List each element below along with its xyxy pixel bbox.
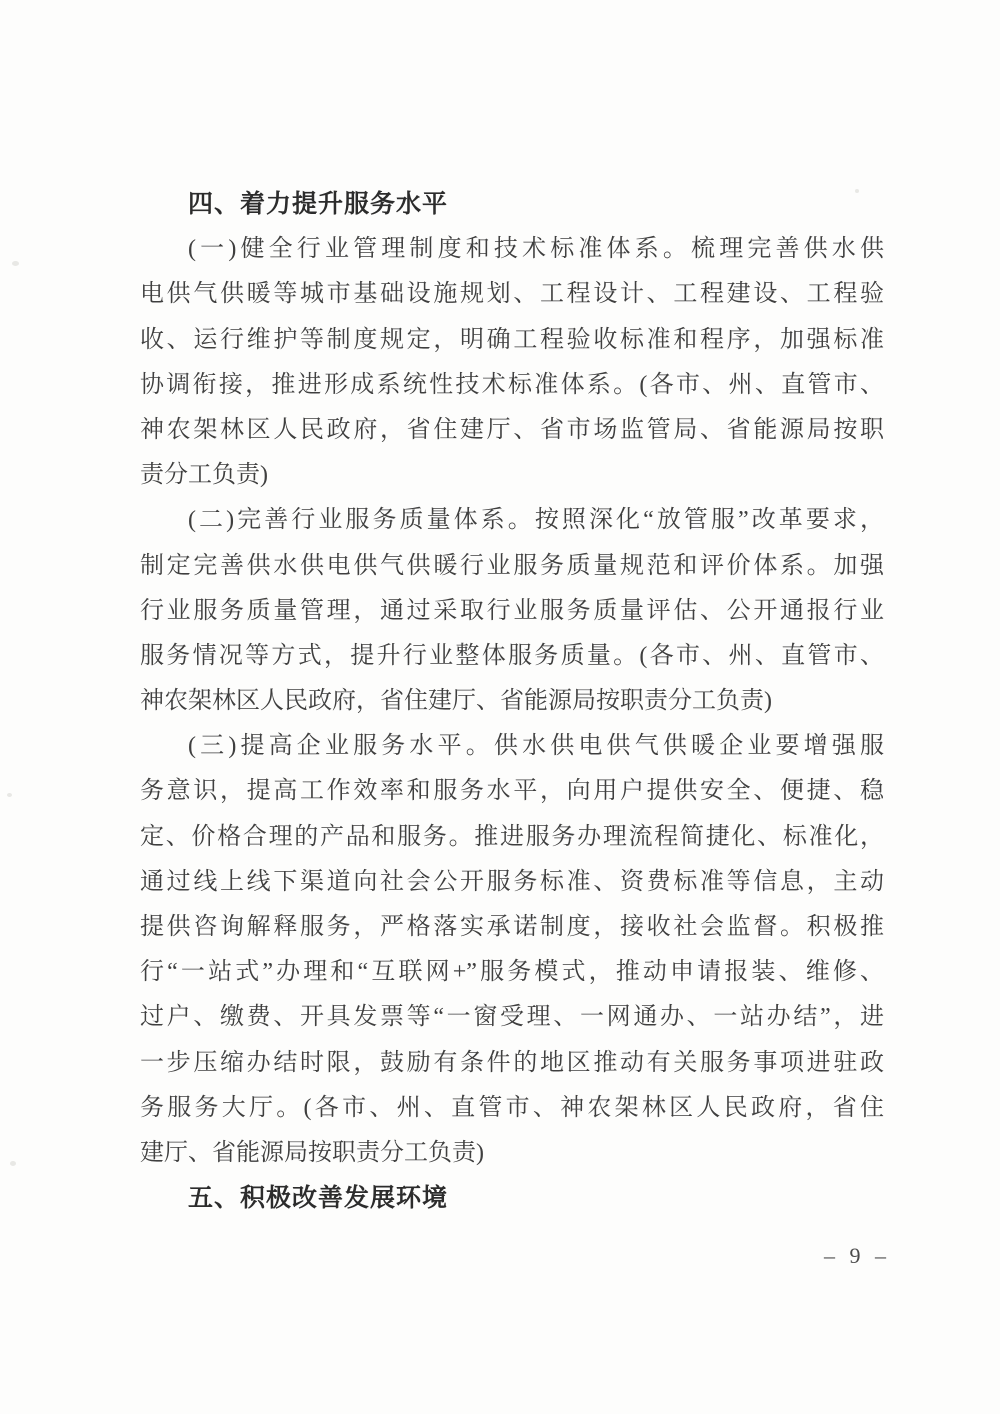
paragraph-line: 通过线上线下渠道向社会公开服务标准、资费标准等信息，主动 [140, 868, 884, 895]
paragraph-line: 务意识，提高工作效率和服务水平，向用户提供安全、便捷、稳 [140, 778, 884, 805]
scan-speck [7, 793, 12, 797]
paragraph-line: 责分工负责) [140, 462, 268, 489]
paragraph-line: 协调衔接，推进形成系统性技术标准体系。(各市、州、直管市、 [140, 371, 884, 398]
section-heading: 五、积极改善发展环境 [188, 1184, 449, 1213]
paragraph-line: 神农架林区人民政府，省住建厅、省能源局按职责分工负责) [140, 688, 772, 715]
paragraph-line: 行业服务质量管理，通过采取行业服务质量评估、公开通报行业 [140, 597, 884, 624]
paragraph-line: 电供气供暖等城市基础设施规划、工程设计、工程建设、工程验 [140, 281, 884, 308]
paragraph-line: (一)健全行业管理制度和技术标准体系。梳理完善供水供 [188, 236, 884, 263]
paragraph-line: 收、运行维护等制度规定，明确工程验收标准和程序，加强标准 [140, 326, 884, 353]
page-number: – 9 – [824, 1243, 886, 1268]
scan-speck [10, 1161, 16, 1166]
paragraph-line: 过户、缴费、开具发票等“一窗受理、一网通办、一站办结”，进 [140, 1004, 884, 1031]
document-body [140, 182, 884, 1221]
paragraph-line: 务服务大厅。(各市、州、直管市、神农架林区人民政府，省住 [140, 1094, 884, 1121]
paragraph-line: 一步压缩办结时限，鼓励有条件的地区推动有关服务事项进驻政 [140, 1049, 884, 1076]
paragraph-line: (二)完善行业服务质量体系。按照深化“放管服”改革要求， [188, 507, 884, 534]
paragraph-line: 建厅、省能源局按职责分工负责) [140, 1139, 484, 1166]
paragraph-line: 神农架林区人民政府，省住建厅、省市场监管局、省能源局按职 [140, 416, 884, 443]
paragraph-line: 行“一站式”办理和“互联网+”服务模式，推动申请报装、维修、 [140, 959, 884, 986]
paragraph-line: 提供咨询解释服务，严格落实承诺制度，接收社会监督。积极推 [140, 914, 884, 940]
paragraph-line: 服务情况等方式，提升行业整体服务质量。(各市、州、直管市、 [140, 642, 884, 669]
scan-speck [12, 261, 19, 266]
section-heading: 四、着力提升服务水平 [188, 190, 449, 218]
paragraph-line: 制定完善供水供电供气供暖行业服务质量规范和评价体系。加强 [140, 552, 884, 579]
paragraph-line: 定、价格合理的产品和服务。推进服务办理流程简捷化、标准化， [140, 823, 884, 850]
paragraph-line: (三)提高企业服务水平。供水供电供气供暖企业要增强服 [188, 733, 884, 760]
